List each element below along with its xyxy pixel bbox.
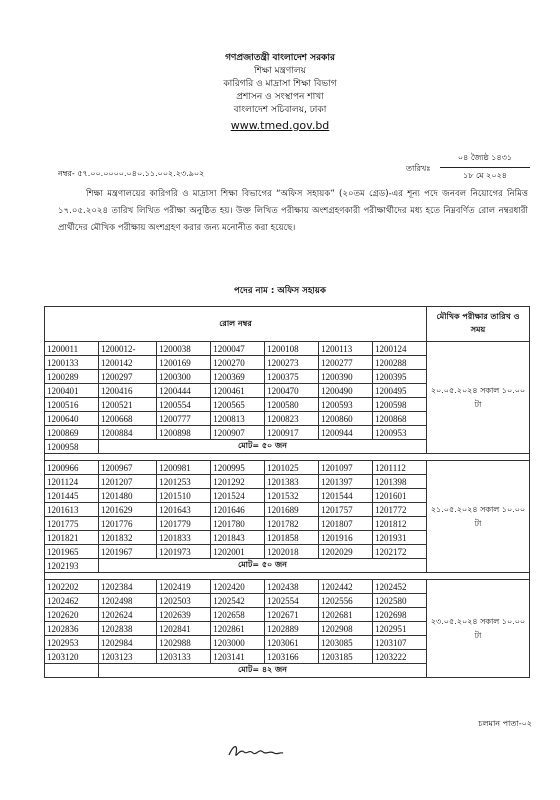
roll-cell: 1200297 xyxy=(98,370,156,384)
roll-cell: 1200113 xyxy=(319,342,373,356)
continued-note: চলমান পাতা-০২ xyxy=(478,719,532,728)
roll-cell: 1201973 xyxy=(157,545,211,559)
ministry-name: শিক্ষা মন্ত্রণালয় xyxy=(254,66,306,76)
roll-cell: 1202193 xyxy=(45,559,99,573)
roll-cell: 1201398 xyxy=(373,475,427,489)
roll-cell: 1202420 xyxy=(211,580,265,594)
roll-cell: 1200884 xyxy=(98,426,156,440)
roll-cell: 1201689 xyxy=(265,503,319,517)
roll-cell: 1200495 xyxy=(373,384,427,398)
roll-cell: 1200289 xyxy=(45,370,99,384)
date-block xyxy=(406,152,530,183)
roll-cell: 1203107 xyxy=(373,636,427,650)
roll-cell: 1200288 xyxy=(373,356,427,370)
group-total: মোট= ৫০ জন xyxy=(98,559,426,573)
roll-cell: 1200470 xyxy=(265,384,319,398)
roll-cell: 1202029 xyxy=(319,545,373,559)
roll-cell: 1203133 xyxy=(157,650,211,664)
roll-cell: 1201821 xyxy=(45,531,99,545)
roll-cell: 1201025 xyxy=(265,461,319,475)
roll-cell: 1201833 xyxy=(157,531,211,545)
roll-cell: 1200565 xyxy=(211,398,265,412)
roll-cell: 1202658 xyxy=(211,608,265,622)
roll-cell: 1203166 xyxy=(265,650,319,664)
roll-cell: 1200966 xyxy=(45,461,99,475)
roll-cell: 1202554 xyxy=(265,594,319,608)
post-title: পদের নাম : অফিস সহায়ক xyxy=(234,286,326,296)
roll-cell: 1200917 xyxy=(265,426,319,440)
roll-cell: 1201112 xyxy=(373,461,427,475)
branch-name: প্রশাসন ও সংস্থাপন শাখা xyxy=(236,92,324,102)
roll-cell: 1202018 xyxy=(265,545,319,559)
roll-cell: 1202556 xyxy=(319,594,373,608)
roll-cell: 1202462 xyxy=(45,594,99,608)
roll-cell: 1200011 xyxy=(45,342,99,356)
date-label: তারিখঃ xyxy=(406,164,431,173)
roll-cell: 1201383 xyxy=(265,475,319,489)
date-english: ১৮ মে ২০২৪ xyxy=(463,171,507,180)
roll-cell: 1201780 xyxy=(211,517,265,531)
roll-cell: 1200907 xyxy=(211,426,265,440)
roll-cell: 1200958 xyxy=(45,440,99,454)
roll-cell: 1200640 xyxy=(45,412,99,426)
roll-cell: 1202438 xyxy=(265,580,319,594)
roll-cell: 1200369 xyxy=(211,370,265,384)
roll-cell: 1200869 xyxy=(45,426,99,440)
roll-cell: 1201510 xyxy=(157,489,211,503)
roll-cell: 1201524 xyxy=(211,489,265,503)
roll-cell: 1200038 xyxy=(157,342,211,356)
roll-cell: 1201544 xyxy=(319,489,373,503)
roll-cell: 1201807 xyxy=(319,517,373,531)
address: বাংলাদেশ সচিবালয়, ঢাকা xyxy=(233,105,327,115)
roll-cell: 1201931 xyxy=(373,531,427,545)
roll-cell: 1200868 xyxy=(373,412,427,426)
roll-cell: 1202442 xyxy=(319,580,373,594)
letterhead xyxy=(0,52,560,132)
roll-cell: 1200124 xyxy=(373,342,427,356)
roll-cell: 1200813 xyxy=(211,412,265,426)
roll-cell: 1202580 xyxy=(373,594,427,608)
roll-cell: 1200401 xyxy=(45,384,99,398)
roll-cell: 1202988 xyxy=(157,636,211,650)
roll-cell: 1200981 xyxy=(157,461,211,475)
table-row xyxy=(45,342,530,356)
signature-icon xyxy=(226,740,286,762)
roll-cell: 1202841 xyxy=(157,622,211,636)
table-row xyxy=(45,461,530,475)
website-link[interactable]: www.tmed.gov.bd xyxy=(230,119,330,132)
roll-cell: 1202639 xyxy=(157,608,211,622)
roll-cell: 1203000 xyxy=(211,636,265,650)
roll-cell: 1200580 xyxy=(265,398,319,412)
roll-cell: 1202620 xyxy=(45,608,99,622)
roll-cell: 1202984 xyxy=(98,636,156,650)
gap-cell xyxy=(45,454,530,461)
roll-cell: 1200898 xyxy=(157,426,211,440)
roll-cell: 1200142 xyxy=(98,356,156,370)
roll-cell: 1200444 xyxy=(157,384,211,398)
roll-cell: 1200598 xyxy=(373,398,427,412)
roll-cell: 1201397 xyxy=(319,475,373,489)
roll-cell: 1201782 xyxy=(265,517,319,531)
roll-cell: 1200273 xyxy=(265,356,319,370)
roll-cell: 1202836 xyxy=(45,622,99,636)
roll-cell: 1201775 xyxy=(45,517,99,531)
roll-cell: 1202452 xyxy=(373,580,427,594)
group-total: মোট= ৪২ জন xyxy=(98,664,426,678)
roll-cell: 1202542 xyxy=(211,594,265,608)
roll-cell: 1200277 xyxy=(319,356,373,370)
roll-cell: 1200995 xyxy=(211,461,265,475)
govt-title: গণপ্রজাতন্ত্রী বাংলাদেশ সরকার xyxy=(225,53,335,63)
memo-number: নম্বর- ৫৭.০০.০০০০.০৪০.১১.০০২.২৩.৯০২ xyxy=(58,169,205,178)
roll-cell: 1202861 xyxy=(211,622,265,636)
roll-cell: 1200554 xyxy=(157,398,211,412)
roll-cell: 1201772 xyxy=(373,503,427,517)
exam-schedule: ২০.০৫.২০২৪ সকাল ১০.০০ টা xyxy=(427,342,530,454)
division-name: কারিগরি ও মাদ্রাসা শিক্ষা বিভাগ xyxy=(223,79,337,89)
roll-cell: 1202838 xyxy=(98,622,156,636)
roll-cell: 1203120 xyxy=(45,650,99,664)
roll-cell: 1200395 xyxy=(373,370,427,384)
roll-cell xyxy=(45,664,99,678)
roll-cell: 1201480 xyxy=(98,489,156,503)
roll-cell: 1202624 xyxy=(98,608,156,622)
gap-cell xyxy=(45,573,530,580)
roll-cell: 1200012- xyxy=(98,342,156,356)
table-row xyxy=(45,580,530,594)
roll-cell: 1200270 xyxy=(211,356,265,370)
roll-cell: 1201629 xyxy=(98,503,156,517)
roll-cell: 1200375 xyxy=(265,370,319,384)
roll-cell: 1202503 xyxy=(157,594,211,608)
roll-cell: 1201776 xyxy=(98,517,156,531)
roll-cell: 1200300 xyxy=(157,370,211,384)
roll-cell: 1202889 xyxy=(265,622,319,636)
roll-cell: 1201965 xyxy=(45,545,99,559)
exam-schedule: ২১.০৫.২০২৪ সকাল ১০.০০ টা xyxy=(427,461,530,573)
roll-cell: 1201445 xyxy=(45,489,99,503)
roll-cell: 1202419 xyxy=(157,580,211,594)
schedule-header: মৌখিক পরীক্ষার তারিখ ও সময় xyxy=(427,307,530,342)
roll-cell: 1200823 xyxy=(265,412,319,426)
roll-cell: 1200593 xyxy=(319,398,373,412)
roll-cell: 1202951 xyxy=(373,622,427,636)
roll-cell: 1201097 xyxy=(319,461,373,475)
roll-cell: 1200108 xyxy=(265,342,319,356)
roll-cell: 1203185 xyxy=(319,650,373,664)
roll-cell: 1201124 xyxy=(45,475,99,489)
roll-cell: 1201812 xyxy=(373,517,427,531)
roll-cell: 1202698 xyxy=(373,608,427,622)
roll-cell: 1202681 xyxy=(319,608,373,622)
roll-cell: 1200390 xyxy=(319,370,373,384)
roll-cell: 1201532 xyxy=(265,489,319,503)
roll-cell: 1201779 xyxy=(157,517,211,531)
roll-cell: 1201292 xyxy=(211,475,265,489)
roll-cell: 1200516 xyxy=(45,398,99,412)
roll-cell: 1200461 xyxy=(211,384,265,398)
roll-cell: 1200668 xyxy=(98,412,156,426)
roll-cell: 1200953 xyxy=(373,426,427,440)
roll-cell: 1202953 xyxy=(45,636,99,650)
roll-cell: 1201253 xyxy=(157,475,211,489)
roll-cell: 1202001 xyxy=(211,545,265,559)
roll-cell: 1200521 xyxy=(98,398,156,412)
notice-body: শিক্ষা মন্ত্রণালয়ের কারিগরি ও মাদ্রাসা শিক্ষা বিভাগের “অফিস সহায়ক” (২০তম গ্রেড)-এর শূন্য পদে জনবল নিয়োগের নিমিত্ত ১৭.০৫.২০২৪ তারিখ লিখিত পরীক্ষা অনুষ্ঠিত হয়। উক্ত লিখিত পরীক্ষায় অংশগ্রহণকারী পরীক্ষার্থীদের মধ্য হতে নিম্নবর্ণিত রোল নম্বরধারী প্রার্থীদের মৌখিক পরীক্ষায় অংশগ্রহণ করার জন্য মনোনীত করা হয়েছে। xyxy=(58,189,528,233)
roll-table xyxy=(44,306,530,678)
roll-cell: 1201843 xyxy=(211,531,265,545)
roll-cell: 1201601 xyxy=(373,489,427,503)
roll-cell: 1202172 xyxy=(373,545,427,559)
roll-cell: 1201858 xyxy=(265,531,319,545)
roll-cell: 1200944 xyxy=(319,426,373,440)
roll-cell: 1200133 xyxy=(45,356,99,370)
table-header-row xyxy=(45,307,530,342)
roll-cell: 1202908 xyxy=(319,622,373,636)
roll-cell: 1200967 xyxy=(98,461,156,475)
roll-cell: 1201916 xyxy=(319,531,373,545)
roll-cell: 1200169 xyxy=(157,356,211,370)
roll-cell: 1203141 xyxy=(211,650,265,664)
roll-cell: 1203085 xyxy=(319,636,373,650)
roll-cell: 1201832 xyxy=(98,531,156,545)
roll-cell: 1200860 xyxy=(319,412,373,426)
roll-header: রোল নম্বর xyxy=(45,307,427,342)
roll-cell: 1201207 xyxy=(98,475,156,489)
roll-cell: 1201613 xyxy=(45,503,99,517)
roll-cell: 1201646 xyxy=(211,503,265,517)
roll-cell: 1200777 xyxy=(157,412,211,426)
roll-cell: 1203061 xyxy=(265,636,319,650)
roll-cell: 1202202 xyxy=(45,580,99,594)
roll-cell: 1202671 xyxy=(265,608,319,622)
roll-cell: 1202384 xyxy=(98,580,156,594)
group-gap xyxy=(45,454,530,461)
roll-cell: 1200490 xyxy=(319,384,373,398)
roll-cell: 1202498 xyxy=(98,594,156,608)
roll-cell: 1200416 xyxy=(98,384,156,398)
date-bangla: ০৪ জ্যৈষ্ঠ ১৪৩১ xyxy=(440,152,530,168)
roll-cell: 1201643 xyxy=(157,503,211,517)
group-gap xyxy=(45,573,530,580)
exam-schedule: ২৩.০৫.২০২৪ সকাল ১০.০০ টা xyxy=(427,580,530,678)
roll-cell: 1201757 xyxy=(319,503,373,517)
group-total: মোট= ৫০ জন xyxy=(98,440,426,454)
roll-cell: 1203123 xyxy=(98,650,156,664)
roll-cell: 1201967 xyxy=(98,545,156,559)
roll-cell: 1203222 xyxy=(373,650,427,664)
roll-cell: 1200047 xyxy=(211,342,265,356)
